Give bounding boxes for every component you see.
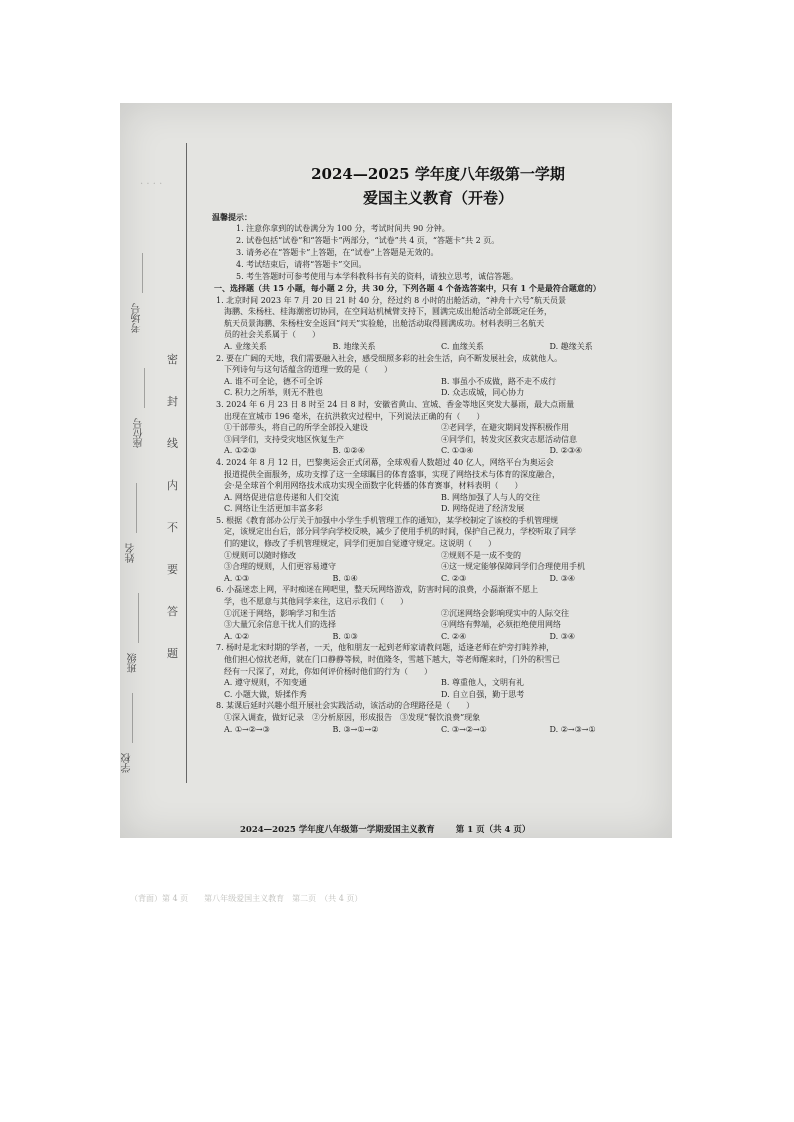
option-b: B. ①④ [332,573,358,583]
option-row [208,608,658,620]
question-section [208,283,658,735]
seal-char: 密 [167,353,178,366]
option-a: A. ①② [224,631,250,641]
option-d: D. 众志成城，同心协力 [441,388,525,398]
option-a: A. ①②③ [224,446,257,456]
option-row [208,376,658,388]
name-field: 姓名 __________ [126,483,137,563]
page-number: 第 1 页（共 4 页） [455,825,531,835]
seat-no-field: 座位号 ________ [134,368,145,448]
option-row [208,631,658,643]
statement: ②沉迷网络会影响现实中的人际交往 [441,608,569,618]
exam-no-field: 考场号 ________ [132,253,143,333]
notice-item: 5. 考生答题时可参考使用与本学科教科书有关的资料，请独立思考，诚信答题。 [236,272,519,281]
option-d: D. ②→③→① [549,724,596,734]
question-text: 会·是全球首个利用网络技术成功实现全面数字化转播的体育赛事，材料表明（ ） [224,481,523,491]
seal-char: 要 [167,563,178,576]
option-c: C. 血缘关系 [441,341,484,351]
option-row [208,619,658,631]
question-stem: 7. 杨时是北宋时期的学者，一天，他和朋友一起到老师家请教问题，适逢老师在炉旁打盹养神， [216,643,555,653]
option-row [208,492,658,504]
question-text: 海鹏、朱杨柱、桂海潮密切协同，在空间站机械臂支持下，圆满完成出舱活动全部既定任务， [224,307,552,317]
option-row [208,550,658,562]
notice-box [212,211,652,283]
option-d: D. ③④ [549,573,576,583]
exam-no-label: 考场号 [132,303,143,333]
school-label: 学校 [122,753,133,773]
option-b: B. ①③ [332,631,358,641]
notice-item: 3. 请务必在“答题卡”上答题，在“试卷”上答题是无效的。 [236,248,439,257]
question-4 [208,457,658,515]
option-row [208,689,658,701]
notice-heading: 温馨提示： [212,212,252,222]
statement: ①沉迷于网络，影响学习和生活 [224,608,336,618]
question-3 [208,399,658,457]
question-text: ①深入调查，做好记录 ②分析原因，形成报告 ③发现“餐饮浪费”现象 [224,712,481,722]
option-b: B. ③→①→② [332,724,379,734]
option-row [208,434,658,446]
notice-item: 2. 试卷包括“试卷”和“答题卡”两部分，“试卷”共 4 页，“答题卡”共 2 页。 [236,236,500,245]
statement: ④网络有弊端，必须拒绝使用网络 [441,620,561,630]
bleed-through-footer: （背面）第 4 页 第八年级爱国主义教育 第二页 （共 4 页） [130,894,363,903]
section-heading: 一、选择题（共 15 小题，每小题 2 分，共 30 分，下列各题 4 个备选答案中，只有 1 个是最符合题意的） [214,283,601,293]
option-c: C. 小题大做，矫揉作秀 [224,689,307,699]
option-row [208,445,658,457]
statement: ①干部带头，将自己的所学全部投入建设 [224,423,368,433]
option-d: D. ②③④ [549,446,583,456]
seal-warning [167,351,181,661]
page-footer [240,823,548,835]
statement: ②规则不是一成不变的 [441,550,521,560]
binding-line [186,143,187,783]
question-text: 员的社会关系属于（ ） [224,330,320,340]
question-text: 下列诗句与这句话蕴含的道理一致的是（ ） [224,365,392,375]
option-a: A. ①→②→③ [224,724,270,734]
name-label: 姓名 [126,543,137,563]
question-6 [208,584,658,642]
option-row [208,724,658,736]
option-a: A. 谁不可全论，德不可全诉 [224,376,323,386]
option-a: A. ①③ [224,573,250,583]
scanned-paper-photo [120,103,672,903]
question-stem: 5. 根据《教育部办公厅关于加强中小学生手机管理工作的通知》，某学校制定了该校的手机管理规 [216,515,559,525]
statement: ③大量冗余信息干扰人们的选择 [224,620,336,630]
exam-subtitle: 爱国主义教育（开卷） [362,189,513,207]
notice-item: 4. 考试结束后，请将“答题卡”交回。 [236,260,367,269]
question-stem: 6. 小磊迷恋上网，平时痴迷在网吧里，整天玩网络游戏，防害时间的浪费，小磊渐渐不愿上 [216,585,539,595]
option-a: A. 遵守规则，不知变通 [224,678,307,688]
option-d: D. 网络促进了经济发展 [441,504,525,514]
option-row [208,503,658,515]
question-1 [208,295,658,353]
class-label: 班级 [128,653,139,673]
statement: ④这一规定能够保障同学们合理使用手机 [441,562,585,572]
question-text: 他们担心惊扰老师，就在门口静静等候，时值隆冬，雪越下越大，等老师醒来时，门外的积雪已 [224,655,560,664]
option-b: B. 尊重他人，文明有礼 [441,678,524,688]
seal-char: 题 [167,647,178,660]
question-text: 们的建议，修改了手机管理规定，同学们更加自觉遵守规定。这说明（ ） [224,539,496,549]
option-row [208,677,658,689]
seal-char: 线 [167,437,178,450]
option-c: C. ③→②→① [441,724,487,734]
question-stem: 8. 某课后延时兴趣小组开展社会实践活动，该活动的合理路径是（ ） [216,701,475,711]
exam-title: 2024—2025 学年度八年级第一学期 [311,165,565,183]
question-text: 学，也不愿意与其他同学来往，这启示我们（ ） [224,597,408,607]
option-b: B. 网络加强了人与人的交往 [441,492,540,502]
question-text: 出现在宣城市 196 毫米，在抗洪救灾过程中，下列说法正确的有（ ） [224,411,485,421]
seat-no-label: 座位号 [134,418,145,448]
option-row [208,422,658,434]
footer-title: 2024—2025 学年度八年级第一学期爱国主义教育 [240,825,435,835]
option-row [208,387,658,399]
question-8 [208,700,658,735]
statement: ③同学们，支持受灾地区恢复生产 [224,434,344,444]
bleed-through-text: · · · · [140,179,163,190]
school-field: 学校 __________ [122,693,133,773]
question-text: 定，该规定出台后，部分同学向学校反映，减少了使用手机的时间，保护自己视力，学校听取了同学 [224,527,576,537]
option-c: C. ①③④ [441,446,474,456]
question-stem: 3. 2024 年 6 月 23 日 8 时至 24 日 8 时，安徽省黄山、宣城、香金等地区突发大暴雨，最大点雨量 [216,399,575,409]
seal-char: 不 [167,521,178,534]
statement: ②老同学，在避灾期间发挥积极作用 [441,423,569,433]
question-text: 航天员景海鹏、朱杨柱安全返回“问天”实验舱，出舱活动取得圆满成功。材料表明三名航天 [224,318,545,328]
binding-margin [120,103,200,838]
question-stem: 1. 北京时间 2023 年 7 月 20 日 21 时 40 分，经过约 8 小时的出舱活动，“神舟十六号”航天员景 [216,295,566,305]
class-field: 班级 __________ [128,593,139,673]
question-stem: 4. 2024 年 8 月 12 日，巴黎奥运会正式闭幕，全球观看人数超过 40 亿人，网络平台为奥运会 [216,457,554,467]
option-d: D. 自立自强，勤于思考 [441,689,525,699]
option-a: A. 网络促进信息传递和人们交流 [224,492,339,502]
question-2 [208,353,658,399]
option-c: C. ②③ [441,573,467,583]
option-d: D. ③④ [549,631,576,641]
question-stem: 2. 要在广阔的天地，我们需要融入社会，感受细照多彩的社会生活，向不断发展社会，成就他人。 [216,353,563,363]
statement: ④同学们，转发灾区救灾志愿活动信息 [441,434,577,444]
statement: ①规则可以随时修改 [224,550,296,560]
seal-char: 内 [167,479,178,492]
question-text: 报道提供全面服务，成功支撑了这一全球瞩目的体育盛事，实现了网络技术与体育的深度融合， [224,469,560,479]
statement: ③合理的规则，人们更容易遵守 [224,562,336,572]
option-row [208,561,658,573]
option-a: A. 业缘关系 [224,341,267,351]
option-b: B. 地缘关系 [332,341,376,351]
question-7 [208,642,658,700]
option-b: B. ①②④ [332,446,365,456]
option-c: C. ②④ [441,631,467,641]
notice-item: 1. 注意你拿到的试卷满分为 100 分，考试时间共 90 分钟。 [236,224,450,233]
option-c: C. 积力之所举，则无不胜也 [224,388,323,398]
seal-char: 答 [167,605,178,618]
seal-char: 封 [167,395,178,408]
question-text: 经有一尺深了，对此，你如何评价杨时他们的行为（ ） [224,666,432,676]
option-row [208,573,658,585]
option-d: D. 趣缘关系 [549,341,593,351]
option-c: C. 网络让生活更加丰富多彩 [224,504,323,514]
option-b: B. 事虽小不成做，路不走不成行 [441,376,556,386]
question-5 [208,515,658,585]
option-row [208,341,658,353]
